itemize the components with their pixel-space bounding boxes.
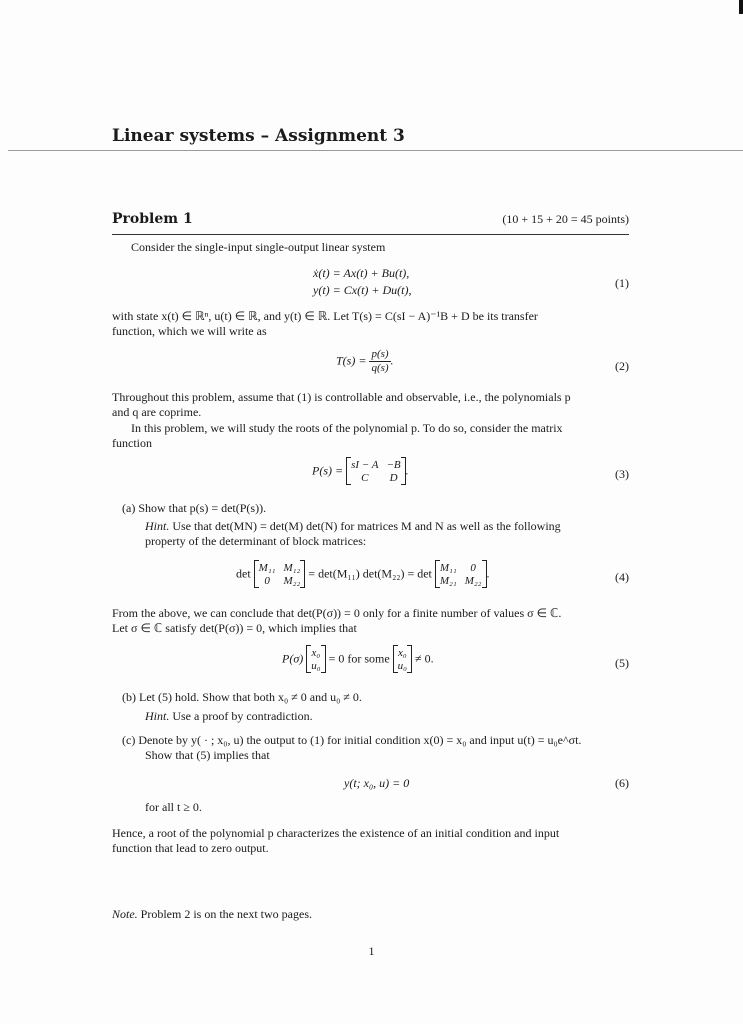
- note-label: Note.: [112, 907, 138, 921]
- eq5-x0-left: x₀: [311, 647, 321, 659]
- eq4-b11: M₁₁: [439, 562, 457, 574]
- note-text: Problem 2 is on the next two pages.: [140, 907, 312, 921]
- eq4-matrix-left: [254, 560, 306, 588]
- eq3-m21: C: [361, 472, 369, 484]
- eq3-number: (3): [615, 467, 629, 481]
- eq3-m11: sI − A: [351, 459, 379, 471]
- eq2: T(s) = $\frac{p(s)}{q(s)}$ .: [336, 348, 394, 374]
- forall-text: for all t ≥ 0.: [145, 800, 202, 814]
- eq5-middle: = 0 for some: [328, 651, 390, 666]
- eq4-matrix-right: [435, 560, 487, 588]
- eq1-number: (1): [615, 276, 629, 290]
- eq4-det-left: det: [236, 566, 251, 581]
- eq2-numerator: p(s): [371, 348, 389, 360]
- scan-mark: [739, 0, 743, 14]
- page-number: 1: [368, 944, 375, 958]
- eq3-matrix: [346, 457, 406, 485]
- eq4-middle: = det(M₁₁) det(M₂₂) = det: [308, 566, 432, 581]
- part-c-line2: Show that (5) implies that: [145, 748, 270, 762]
- eq4-a21: 0: [264, 575, 270, 587]
- part-c-line1: (c) Denote by y( · ; x₀, u) the output to (1) for initial condition x(0) = x₀ and input u(t) = u₀e^σt.: [122, 733, 582, 747]
- eq3-m12: −B: [386, 459, 401, 471]
- part-a: (a) Show that p(s) = det(P(s)).: [122, 501, 267, 515]
- eq5: [282, 645, 434, 673]
- eq4-number: (4): [615, 570, 629, 584]
- hint-a-line1: [145, 519, 561, 534]
- eq6: y(t; x₀, u) = 0: [344, 776, 410, 790]
- eq5-number: (5): [615, 656, 629, 670]
- eq5-end: ≠ 0.: [415, 651, 434, 666]
- eq3-lhs: P(s) =: [312, 463, 344, 478]
- eq2-lhs: T(s) =: [336, 353, 367, 368]
- eq4-b22: M₂₂: [464, 575, 482, 587]
- hint-b-label: Hint.: [145, 709, 170, 723]
- eq5-vector-left: [306, 645, 325, 673]
- problem-heading: Problem 1: [112, 211, 193, 227]
- part-b: (b) Let (5) hold. Show that both x₀ ≠ 0 and u₀ ≠ 0.: [122, 690, 362, 704]
- problem-points: (10 + 15 + 20 = 45 points): [502, 212, 629, 226]
- hence-line1: Hence, a root of the polynomial p characterizes the existence of an initial condition and input: [112, 826, 560, 840]
- problem-rule: [112, 234, 629, 235]
- eq6-number: (6): [615, 776, 629, 790]
- state-line1: with state x(t) ∈ ℝⁿ, u(t) ∈ ℝ, and y(t) ∈ ℝ. Let T(s) = C(sI − A)⁻¹B + D be its transfer: [112, 309, 538, 323]
- eq5-u0-right: u₀: [397, 660, 407, 672]
- from-line1: From the above, we can conclude that det(P(σ)) = 0 only for a finite number of values σ ∈ ℂ.: [112, 606, 562, 620]
- title-rule: [8, 150, 743, 151]
- hint-a-text1: Use that det(MN) = det(M) det(N) for matrices M and N as well as the following: [172, 519, 561, 533]
- hint-a-label: Hint.: [145, 519, 170, 533]
- inthis-line1: In this problem, we will study the roots of the polynomial p. To do so, consider the matrix: [131, 421, 563, 435]
- throughout-line2: and q are coprime.: [112, 405, 202, 419]
- footer-note: [112, 907, 312, 922]
- from-line2: Let σ ∈ ℂ satisfy det(P(σ)) = 0, which implies that: [112, 621, 357, 635]
- page-title: Linear systems – Assignment 3: [112, 126, 405, 146]
- eq5-x0-right: x₀: [397, 647, 407, 659]
- hint-b-text: Use a proof by contradiction.: [172, 709, 313, 723]
- eq3-m22: D: [389, 472, 398, 484]
- eq4-b21: M₂₁: [439, 575, 457, 587]
- eq2-number: (2): [615, 359, 629, 373]
- hint-a-line2: property of the determinant of block matrices:: [145, 534, 367, 548]
- eq5-vector-right: [393, 645, 412, 673]
- inthis-line2: function: [112, 436, 152, 450]
- eq4-b12: 0: [470, 562, 476, 574]
- hence-line2: function that lead to zero output.: [112, 841, 269, 855]
- eq3: P(s) = sI − A −B C D .: [312, 459, 409, 484]
- eq5-lhs: P(σ): [282, 651, 304, 666]
- eq1-line2: y(t) = Cx(t) + Du(t),: [313, 283, 412, 297]
- eq4-a11: M₁₁: [258, 562, 276, 574]
- eq4-a12: M₁₂: [283, 562, 301, 574]
- eq2-denominator: q(s): [371, 362, 389, 374]
- eq1-line1: ẋ(t) = Ax(t) + Bu(t),: [313, 266, 410, 280]
- eq4-a22: M₂₂: [283, 575, 301, 587]
- eq2-fraction: [369, 348, 390, 375]
- intro-text: Consider the single-input single-output linear system: [131, 240, 386, 254]
- state-line2: function, which we will write as: [112, 324, 267, 338]
- hint-b: [145, 709, 313, 724]
- eq4: det M₁₁ M₁₂ 0 M₂₂ = det(M₁₁) det(M₂₂) = det M₁₁ 0 M₂₁ M₂₂ .: [236, 562, 490, 587]
- eq5-u0-left: u₀: [311, 660, 321, 672]
- throughout-line1: Throughout this problem, assume that (1) is controllable and observable, i.e., the polynomials p: [112, 390, 571, 404]
